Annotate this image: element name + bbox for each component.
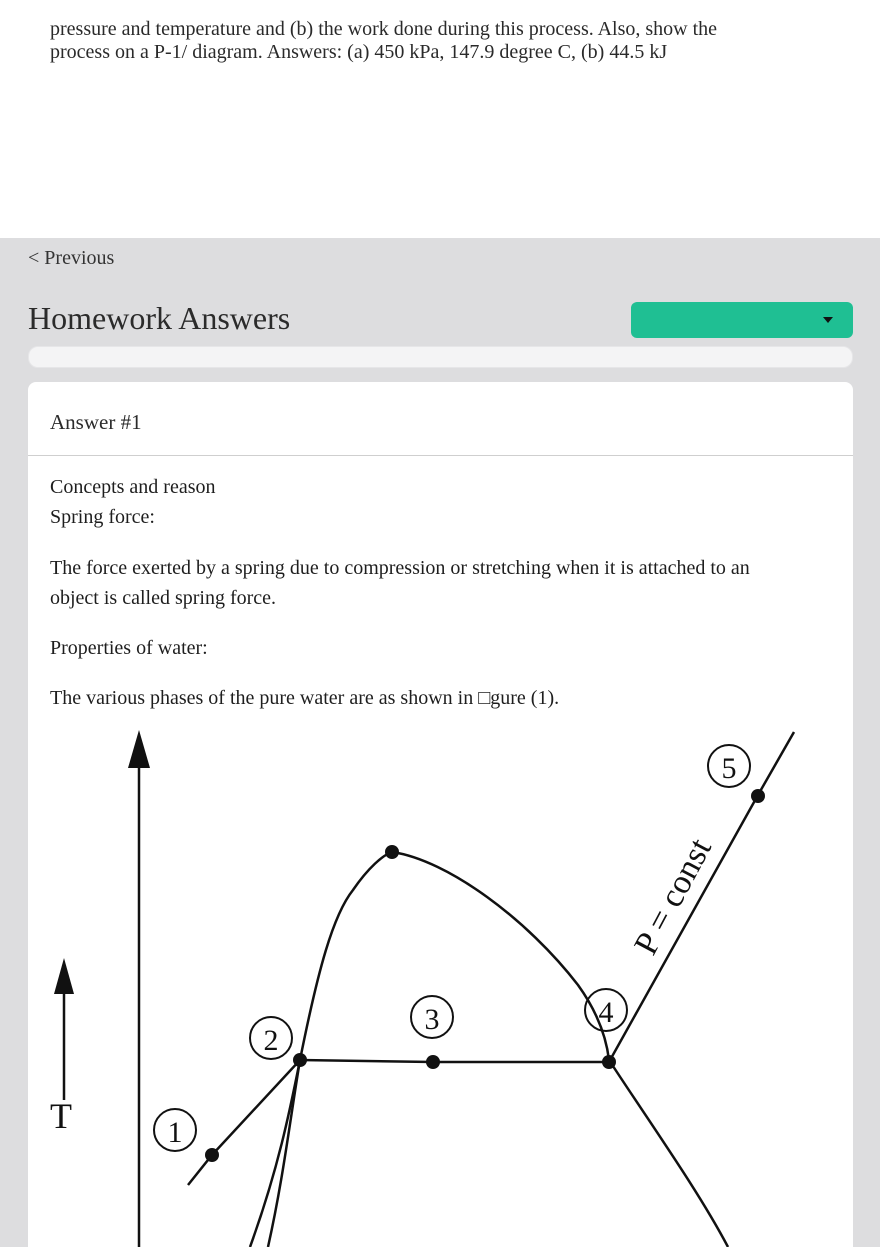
svg-text:5: 5 bbox=[721, 752, 737, 785]
answer-subheading-water: Properties of water: bbox=[50, 637, 208, 659]
state-point-1-marker bbox=[205, 1148, 219, 1162]
question-line-1: pressure and temperature and (b) the work done during this process. Also, show the bbox=[50, 18, 718, 40]
answer-subheading-spring: Spring force: bbox=[50, 506, 155, 528]
state-point-5-marker bbox=[751, 789, 765, 803]
svg-text:4: 4 bbox=[598, 996, 614, 1029]
axis-label-t: T bbox=[50, 1096, 72, 1136]
question-section bbox=[0, 0, 880, 238]
critical-point-marker bbox=[385, 845, 399, 859]
svg-text:1: 1 bbox=[167, 1116, 183, 1149]
chevron-down-icon bbox=[823, 317, 833, 323]
state-point-3-marker bbox=[426, 1055, 440, 1069]
constant-pressure-label: P = const bbox=[627, 832, 720, 961]
answer-header bbox=[28, 382, 853, 456]
state-point-4-marker bbox=[602, 1055, 616, 1069]
page-title: Homework Answers bbox=[28, 300, 291, 336]
phase-diagram-figure bbox=[28, 720, 853, 1247]
answer-paragraph-phases: The various phases of the pure water are as shown in □gure (1). bbox=[50, 687, 560, 709]
question-line-2: process on a P-1/ diagram. Answers: (a) 450 kPa, 147.9 degree C, (b) 44.5 kJ bbox=[50, 41, 668, 63]
state-point-2-marker bbox=[293, 1053, 307, 1067]
svg-text:2: 2 bbox=[263, 1024, 279, 1057]
answer-label: Answer #1 bbox=[50, 410, 142, 434]
answer-select-dropdown[interactable] bbox=[631, 302, 853, 338]
previous-link[interactable]: < Previous bbox=[28, 247, 115, 269]
answer-paragraph-spring: The force exerted by a spring due to compression or stretching when it is attached to an object is called spring force. bbox=[50, 557, 750, 609]
search-input[interactable] bbox=[28, 346, 853, 368]
svg-text:3: 3 bbox=[424, 1003, 440, 1036]
phase-diagram-svg bbox=[28, 720, 853, 1247]
answer-heading: Concepts and reason bbox=[50, 476, 216, 498]
question-text bbox=[50, 18, 810, 64]
